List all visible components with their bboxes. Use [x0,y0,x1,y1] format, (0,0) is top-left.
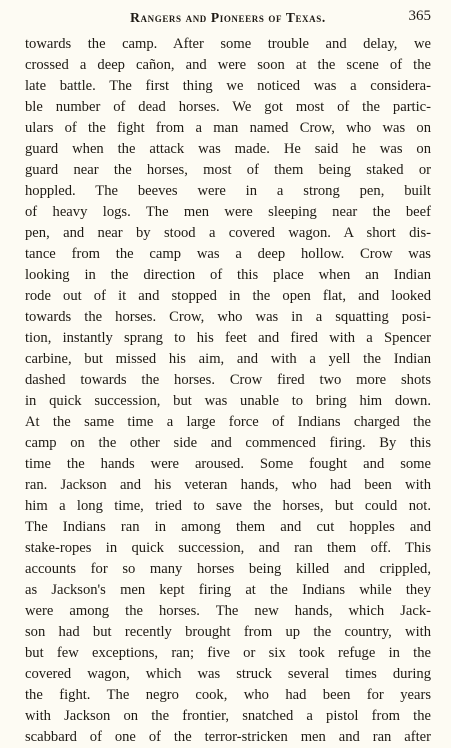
text-line: in quick succession, but was unable to bring him down. [25,393,431,409]
text-line: tance from the camp was a deep hollow. Crow was [25,246,431,262]
text-line: hoppled. The beeves were in a strong pen, built [25,183,431,199]
text-line: dashed towards the horses. Crow fired two more shots [25,372,431,388]
text-line: towards the camp. After some trouble and delay, we [25,36,431,52]
text-line: camp on the other side and commenced firing. By this [25,435,431,451]
text-line: ran. Jackson and his veteran hands, who had been with [25,477,431,493]
text-line: looking in the direction of this place when an Indian [25,267,431,283]
text-line: ble number of dead horses. We got most of the partic- [25,99,431,115]
text-line: rode out of it and stopped in the open flat, and looked [25,288,431,304]
text-line: guard when the attack was made. He said he was on [25,141,431,157]
text-line: pen, and near by stood a covered wagon. A short dis- [25,225,431,241]
text-line: covered wagon, which was struck several times during [25,666,431,682]
page-number: 365 [408,8,431,24]
text-line: son had but recently brought from up the country, with [25,624,431,640]
text-line: ulars of the fight from a man named Crow, who was on [25,120,431,136]
text-line: late battle. The first thing we noticed was a considera- [25,78,431,94]
text-line: the fight. The negro cook, who had been for years [25,687,431,703]
text-line: of heavy logs. The men were sleeping near the beef [25,204,431,220]
running-head [25,8,431,30]
text-line: guard near the horses, most of them being staked or [25,162,431,178]
text-line: as Jackson's men kept firing at the Indians while they [25,582,431,598]
text-line: accounts for so many horses being killed and crippled, [25,561,431,577]
text-line: carbine, but missed his aim, and with a yell the Indian [25,351,431,367]
body-text [25,34,431,748]
text-line: with Jackson on the frontier, snatched a pistol from the [25,708,431,724]
text-line: stake-ropes in quick succession, and ran them off. This [25,540,431,556]
text-line: scabbard of one of the terror-stricken men and ran after [25,729,431,745]
text-line: tion, instantly sprang to his feet and fired with a Spencer [25,330,431,346]
text-line: him a long time, tried to save the horses, but could not. [25,498,431,514]
text-line: The Indians ran in among them and cut hopples and [25,519,431,535]
running-title: Rangers and Pioneers of Texas. [130,10,326,25]
text-line: were among the horses. The new hands, which Jack- [25,603,431,619]
text-line: but few exceptions, ran; five or six took refuge in the [25,645,431,661]
text-line: time the hands were aroused. Some fought and some [25,456,431,472]
text-line: towards the horses. Crow, who was in a squatting posi- [25,309,431,325]
text-line: At the same time a large force of Indians charged the [25,414,431,430]
text-line: crossed a deep cañon, and were soon at the scene of the [25,57,431,73]
